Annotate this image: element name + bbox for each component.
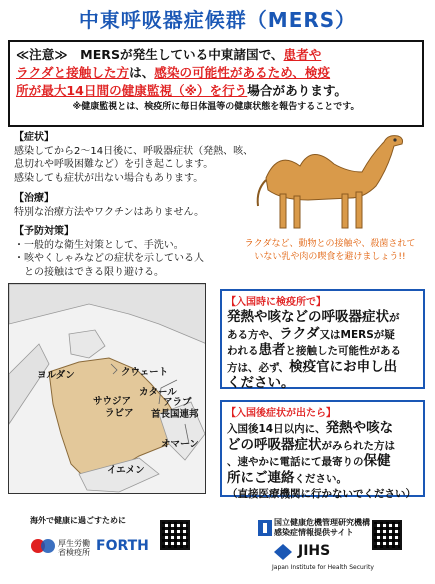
entry-line-5: ください。 (227, 375, 295, 391)
after-box-heading: 【入国後症状が出たら】 (226, 408, 336, 419)
entry-line-3 (227, 343, 418, 360)
jihs-name: JIHS (298, 543, 331, 559)
symptoms-heading: 【症状】 (14, 132, 54, 143)
camel-caption-line: ラクダなど、動物との接触や、殺菌されて (244, 239, 416, 249)
after-entry-box (220, 400, 425, 500)
entry-box-body (222, 310, 423, 392)
camel-caption (232, 238, 428, 264)
entry-line-1 (227, 310, 418, 327)
after-line-4 (227, 471, 418, 488)
map-label-saudi-1: サウジア (93, 396, 132, 407)
forth-tagline: 海外で健康に過ごすために (30, 516, 126, 525)
page-title: 中東呼吸器症候群（MERS） (78, 8, 357, 32)
prevention-text: ・一般的な衛生対策として、手洗い。 (14, 239, 184, 251)
footer (0, 506, 435, 584)
camel-caption-line: いない乳や肉の喫食を避けましょう!! (254, 252, 406, 262)
entry-line-2 (227, 327, 418, 344)
forth-org: 厚生労働省検疫所 (58, 539, 90, 557)
notice-text: は、 (129, 65, 155, 80)
middle-east-map (8, 283, 206, 494)
symptoms-text: 息切れや呼吸困難など）を引き起こします。 (14, 159, 214, 170)
after-emphasis: 所にご連絡 (227, 469, 295, 486)
map-label-qatar: カタール (139, 387, 177, 398)
camel-illustration (238, 128, 424, 236)
prevention-section (14, 225, 204, 279)
after-text: 、速やかに電話にて最寄りの (227, 456, 364, 468)
symptoms-text: 感染しても症状が出ない場合もあります。 (14, 172, 204, 184)
jihs-line-2: 感染症情報提供サイト (274, 528, 354, 537)
entry-line-4 (227, 360, 418, 377)
forth-qr-code[interactable] (160, 520, 190, 550)
jihs-line-1: 国立健康危機管理研究機構 (274, 518, 370, 527)
notice-highlight: 感染の可能性があるため、検疫 (154, 65, 331, 80)
symptoms-text: 感染してから2～14日後に、呼吸器症状（発熱、咳、 (14, 145, 254, 157)
entry-emphasis: 患者 (258, 342, 286, 358)
forth-name: FORTH (96, 538, 149, 554)
notice-line-3 (16, 82, 416, 100)
treatment-text: 特別な治療方法やワクチンはありません。 (14, 206, 205, 218)
jihs-logo-icon (272, 542, 294, 562)
entry-text: ある方や、 (227, 328, 280, 341)
map-label-saudi-2: ラビア (105, 408, 134, 419)
prevention-text: との接触はできる限り避ける。 (14, 266, 164, 278)
map-label-yemen: イエメン (107, 465, 145, 476)
map-label-oman: オマーン (161, 439, 199, 450)
after-line-3 (227, 454, 418, 471)
symptoms-section (14, 131, 253, 185)
after-line-5: （直接医療機関に行かないでください） (227, 488, 416, 500)
entry-emphasis: ラクダ (279, 325, 320, 342)
after-text: ください。 (294, 472, 347, 485)
notice-text: 場合があります。 (247, 83, 348, 98)
prevention-heading: 【予防対策】 (14, 226, 74, 237)
notice-box (8, 40, 424, 127)
map-label-jordan: ヨルダン (37, 370, 75, 381)
after-emphasis: 保健 (363, 453, 391, 469)
treatment-section (14, 192, 204, 219)
jihs-english-name: Japan Institute for Health Security (272, 564, 374, 571)
entry-box (220, 289, 425, 389)
entry-text: 又はMERSが疑 (319, 328, 395, 341)
after-line-1 (227, 421, 418, 438)
notice-highlight: 所が最大14日間の健康監視（※）を行う (16, 83, 248, 98)
map-label-uae-2: 首長国連邦 (151, 409, 199, 420)
map-label-uae-1: アラブ (163, 397, 192, 408)
jihs-qr-code[interactable] (372, 520, 402, 550)
notice-line-2 (16, 64, 416, 82)
notice-label: ≪注意≫ (16, 47, 68, 62)
after-emphasis: どの呼吸器症状 (227, 436, 322, 453)
after-text: 入国後14日以内に、 (227, 423, 326, 435)
after-line-2 (227, 438, 418, 455)
prevention-text: ・咳やくしゃみなどの症状を示している人 (14, 253, 204, 264)
jihs-mark-icon (258, 520, 272, 536)
forth-logo-icon (30, 536, 56, 556)
notice-footnote: ※健康監視とは、検疫所に毎日体温等の健康状態を報告することです。 (72, 102, 360, 112)
after-emphasis: 発熱や咳な (325, 420, 394, 436)
entry-emphasis: 発熱や咳などの呼吸器症状 (227, 309, 389, 325)
entry-text: と接触した可能性がある (285, 345, 401, 357)
entry-text: 方は、必ず、 (227, 361, 290, 374)
notice-highlight: ラクダと接触した方 (16, 65, 130, 80)
entry-text: が (389, 312, 400, 324)
treatment-heading: 【治療】 (14, 193, 54, 204)
notice-line-1 (16, 46, 416, 64)
map-label-kuwait: クウェート (121, 367, 169, 378)
after-box-body (222, 421, 423, 503)
entry-text: われる (227, 345, 259, 357)
notice-text: MERSが発生している中東諸国で、 (67, 47, 284, 62)
entry-emphasis: 検疫官にお申し出 (289, 358, 398, 375)
after-text: がみられた方は (321, 439, 395, 452)
notice-highlight: 患者や (283, 47, 322, 62)
entry-box-heading: 【入国時に検疫所で】 (226, 297, 326, 308)
